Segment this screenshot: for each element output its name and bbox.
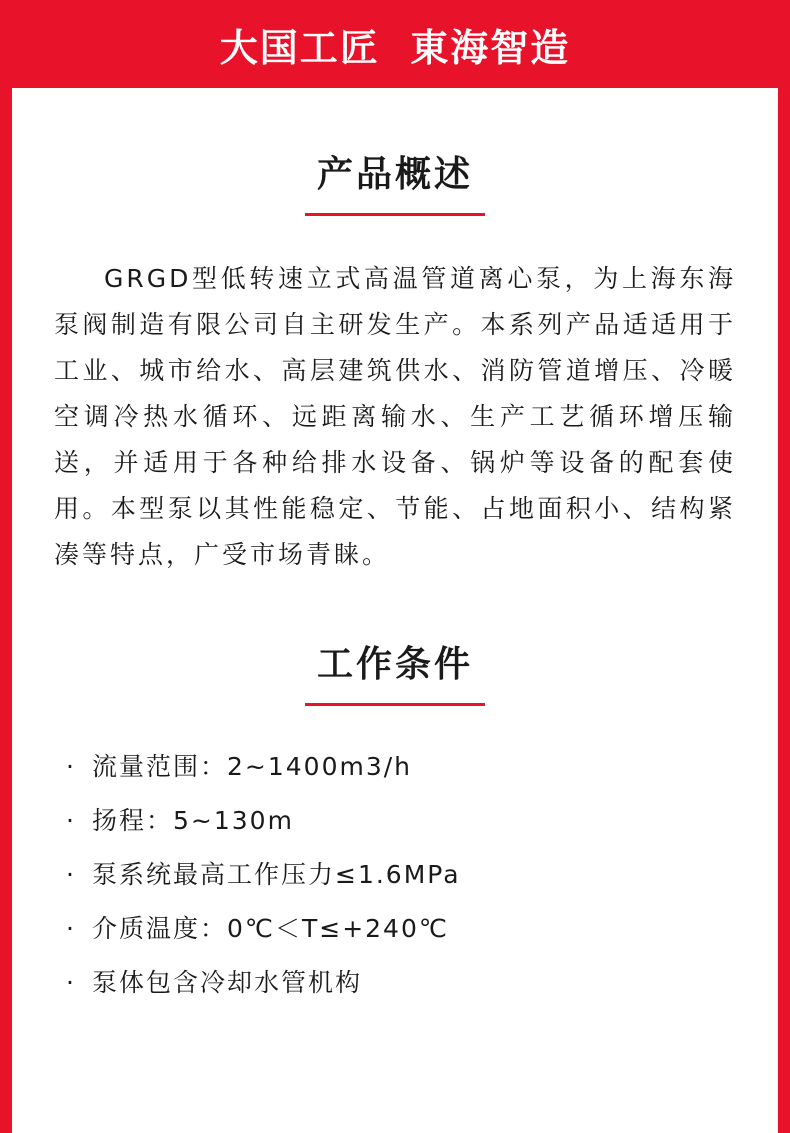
list-item-label: 扬程：5~130m xyxy=(92,806,294,835)
working-conditions-list xyxy=(42,744,748,1006)
list-item-label: 介质温度：0℃＜T≤+240℃ xyxy=(92,914,449,943)
bullet-icon: · xyxy=(66,806,76,835)
overview-paragraph: GRGD型低转速立式高温管道离心泵，为上海东海泵阀制造有限公司自主研发生产。本系列产品适适用于工业、城市给水、高层建筑供水、消防管道增压、冷暖空调冷热水循环、远距离输水、生产工艺循环增压输送，并适用于各种给排水设备、锅炉等设备的配套使用。本型泵以其性能稳定、节能、占地面积小、结构紧凑等特点，广受市场青睐。 xyxy=(54,264,736,569)
list-item xyxy=(66,852,748,898)
section-title-working-conditions: 工作条件 xyxy=(316,644,473,685)
document-body xyxy=(12,146,778,1006)
bullet-icon: · xyxy=(66,914,76,943)
list-item xyxy=(66,960,748,1006)
section-title-overview: 产品概述 xyxy=(316,154,473,195)
banner-title: 大国工匠 東海智造 xyxy=(219,25,571,70)
list-item-label: 泵体包含冷却水管机构 xyxy=(92,968,363,997)
heading-underline-overview xyxy=(305,213,485,216)
page-content xyxy=(12,0,778,1133)
list-item xyxy=(66,744,748,790)
heading-underline-working-conditions xyxy=(305,703,485,706)
page-border-left xyxy=(0,0,12,1133)
list-item-label: 泵系统最高工作压力≤1.6MPa xyxy=(92,860,461,889)
list-item xyxy=(66,906,748,952)
section-heading-overview xyxy=(42,146,748,216)
page-border-right xyxy=(778,0,790,1133)
list-item-label: 流量范围：2~1400m3/h xyxy=(92,752,413,781)
bullet-icon: · xyxy=(66,752,76,781)
bullet-icon: · xyxy=(66,860,76,889)
bullet-icon: · xyxy=(66,968,76,997)
header-banner xyxy=(12,0,778,88)
list-item xyxy=(66,798,748,844)
section-heading-working-conditions xyxy=(42,636,748,706)
